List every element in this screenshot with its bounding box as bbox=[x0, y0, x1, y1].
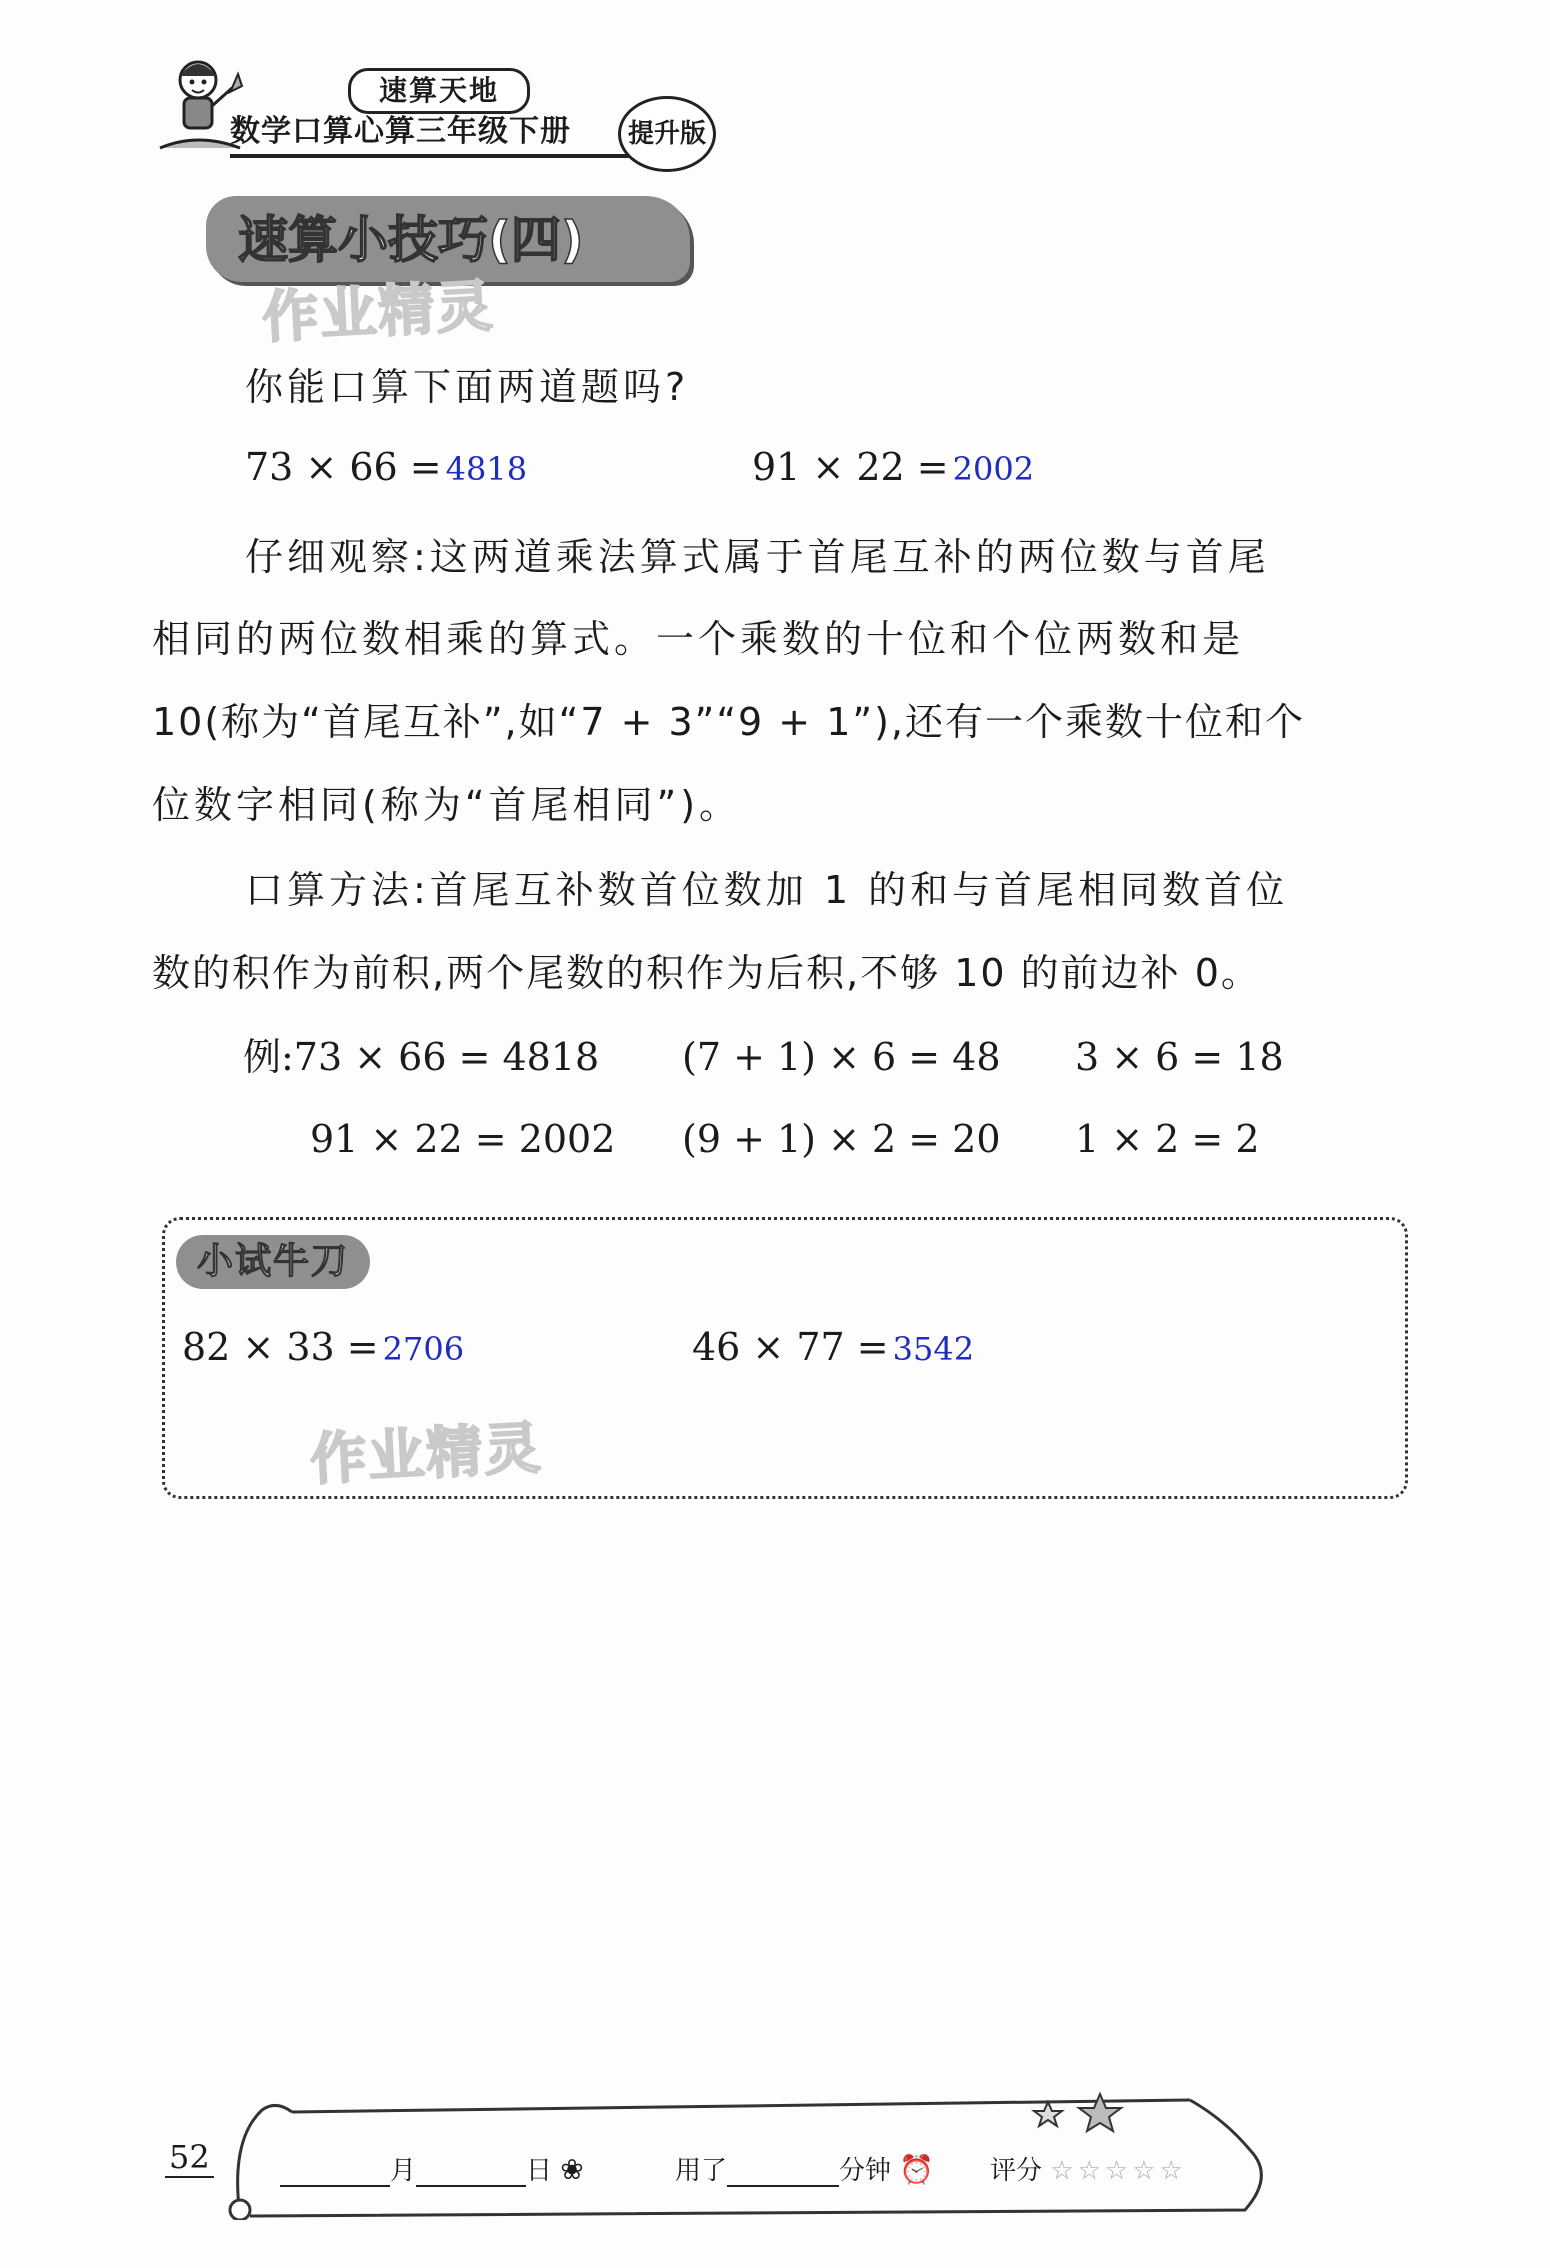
time-used-label: 用了 bbox=[675, 2156, 728, 2186]
alarm-clock-icon: ⏰ bbox=[899, 2153, 935, 2186]
method-line-1: 口算方法:首尾互补数首位数加 1 的和与首尾相同数首位 bbox=[245, 868, 1289, 912]
handwritten-answer: 4818 bbox=[445, 450, 528, 488]
page-number: 52 bbox=[165, 2138, 214, 2178]
date-field bbox=[280, 2150, 584, 2187]
problem-expression: 73 × 66 = bbox=[245, 445, 442, 489]
rating-stars-icon[interactable]: ☆☆☆☆☆ bbox=[1050, 2156, 1187, 2186]
score-label: 评分 bbox=[990, 2156, 1043, 2186]
problem-expression: 46 × 77 = bbox=[692, 1325, 889, 1369]
minutes-blank[interactable] bbox=[727, 2157, 839, 2187]
intro-question: 你能口算下面两道题吗? bbox=[245, 365, 690, 409]
minutes-label: 分钟 bbox=[839, 2156, 892, 2186]
intro-problem-2 bbox=[752, 442, 1034, 494]
handwritten-answer: 2706 bbox=[382, 1330, 465, 1368]
example-row-2-step-2: 1 × 2 = 2 bbox=[1075, 1117, 1260, 1161]
example-row-1-step-1: (7 + 1) × 6 = 48 bbox=[682, 1035, 1001, 1079]
lesson-title: 速算小技巧(四) bbox=[238, 211, 584, 269]
handwritten-answer: 3542 bbox=[892, 1330, 975, 1368]
intro-problem-1 bbox=[245, 442, 527, 494]
example-row-1-main: 例:73 × 66 = 4818 bbox=[243, 1035, 600, 1079]
practice-problem-2 bbox=[692, 1322, 974, 1374]
observe-line-4: 位数字相同(称为“首尾相同”)。 bbox=[152, 783, 742, 827]
observe-line-1: 仔细观察:这两道乘法算式属于首尾互补的两位数与首尾 bbox=[245, 535, 1270, 579]
watermark: 作业精灵 bbox=[308, 1415, 544, 1494]
day-label: 日 bbox=[526, 2156, 553, 2186]
problem-expression: 91 × 22 = bbox=[752, 445, 949, 489]
practice-problem-1 bbox=[182, 1322, 464, 1374]
watermark: 作业精灵 bbox=[260, 273, 496, 352]
example-row-1-step-2: 3 × 6 = 18 bbox=[1075, 1035, 1284, 1079]
observe-line-2: 相同的两位数相乘的算式。一个乘数的十位和个位两数和是 bbox=[152, 617, 1245, 661]
book-title: 数学口算心算三年级下册 bbox=[230, 110, 630, 158]
method-line-2: 数的积作为前积,两个尾数的积作为后积,不够 10 的前边补 0。 bbox=[152, 951, 1261, 995]
example-row-2-step-1: (9 + 1) × 2 = 20 bbox=[682, 1117, 1001, 1161]
edition-label: 提升版 bbox=[618, 96, 716, 172]
medal-icon: ❀ bbox=[560, 2153, 584, 2186]
practice-tag: 小试牛刀 bbox=[176, 1235, 370, 1289]
series-label: 速算天地 bbox=[348, 68, 530, 114]
observe-line-3: 10(称为“首尾互补”,如“7 + 3”“9 + 1”),还有一个乘数十位和个 bbox=[152, 700, 1305, 744]
handwritten-answer: 2002 bbox=[952, 450, 1035, 488]
month-label: 月 bbox=[390, 2156, 417, 2186]
example-row-2-main: 91 × 22 = 2002 bbox=[310, 1117, 616, 1161]
month-blank[interactable] bbox=[280, 2157, 390, 2187]
problem-expression: 82 × 33 = bbox=[182, 1325, 379, 1369]
day-blank[interactable] bbox=[416, 2157, 526, 2187]
score-field bbox=[990, 2150, 1187, 2187]
time-field bbox=[675, 2150, 934, 2187]
